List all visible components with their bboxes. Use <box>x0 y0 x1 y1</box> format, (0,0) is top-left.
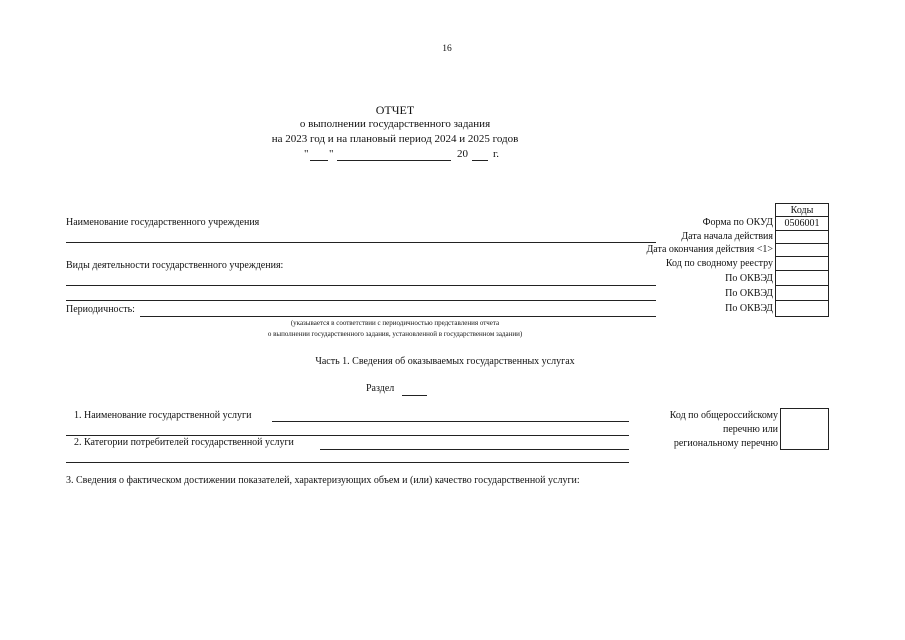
codes-value-start-date[interactable] <box>775 230 829 244</box>
service-name-line-1[interactable] <box>272 421 629 422</box>
service-name-label: 1. Наименование государственной услуги <box>74 410 252 421</box>
date-year-blank[interactable] <box>472 160 488 161</box>
consumers-label: 2. Категории потребителей государственной услуги <box>74 437 294 448</box>
date-year-suffix: г. <box>493 148 500 160</box>
date-year-prefix: 20 <box>457 148 468 160</box>
report-title: ОТЧЕТ <box>375 103 415 117</box>
activity-types-line-2[interactable] <box>66 300 656 301</box>
codes-label-registry: Код по сводному реестру <box>665 258 773 269</box>
codes-label-okud: Форма по ОКУД <box>702 217 773 228</box>
codes-value-okved-1[interactable] <box>775 270 829 286</box>
service-code-label-1: Код по общероссийскому <box>669 410 778 421</box>
date-quote-close: " <box>329 148 334 160</box>
codes-value-okved-3[interactable] <box>775 300 829 317</box>
service-code-label-3: региональному перечню <box>673 438 778 449</box>
periodicity-note-2: о выполнении государственного задания, установленной в государственном задании) <box>267 330 523 338</box>
activity-types-label: Виды деятельности государственного учреждения: <box>66 260 284 271</box>
activity-types-line-1[interactable] <box>66 285 656 286</box>
periodicity-line[interactable] <box>140 316 656 317</box>
consumers-line-2[interactable] <box>66 462 629 463</box>
periodicity-label: Периодичность: <box>66 304 135 315</box>
codes-value-end-date[interactable] <box>775 243 829 257</box>
codes-label-okved-3: По ОКВЭД <box>725 303 773 314</box>
codes-value-okved-2[interactable] <box>775 285 829 301</box>
codes-label-okved-2: По ОКВЭД <box>725 288 773 299</box>
institution-name-line[interactable] <box>66 242 656 243</box>
service-code-label-2: перечню или <box>722 424 778 435</box>
periodicity-note-1: (указывается в соответствии с периодичностью представления отчета <box>290 319 500 327</box>
indicators-heading: 3. Сведения о фактическом достижении показателей, характеризующих объем и (или) качество государственной услуги: <box>66 475 580 486</box>
codes-value-registry[interactable] <box>775 256 829 271</box>
report-subtitle-2: на 2023 год и на плановый период 2024 и 2025 годов <box>271 133 519 145</box>
report-subtitle-1: о выполнении государственного задания <box>299 118 491 130</box>
service-name-line-2[interactable] <box>66 435 629 436</box>
date-day-blank[interactable] <box>310 160 328 161</box>
codes-label-start-date: Дата начала действия <box>681 231 773 242</box>
section-number-blank[interactable] <box>402 395 427 396</box>
codes-value-okud[interactable]: 0506001 <box>775 216 829 231</box>
section-label: Раздел <box>366 383 395 394</box>
page-number: 16 <box>442 44 452 54</box>
date-quote-open: " <box>304 148 309 160</box>
codes-header: Коды <box>775 203 829 217</box>
codes-label-okved-1: По ОКВЭД <box>725 273 773 284</box>
consumers-line-1[interactable] <box>320 449 629 450</box>
service-code-box[interactable] <box>780 408 829 450</box>
institution-name-label: Наименование государственного учреждения <box>66 217 260 228</box>
date-month-blank[interactable] <box>337 160 451 161</box>
codes-label-end-date: Дата окончания действия <1> <box>646 244 773 255</box>
part1-title: Часть 1. Сведения об оказываемых государственных услугах <box>315 356 575 367</box>
